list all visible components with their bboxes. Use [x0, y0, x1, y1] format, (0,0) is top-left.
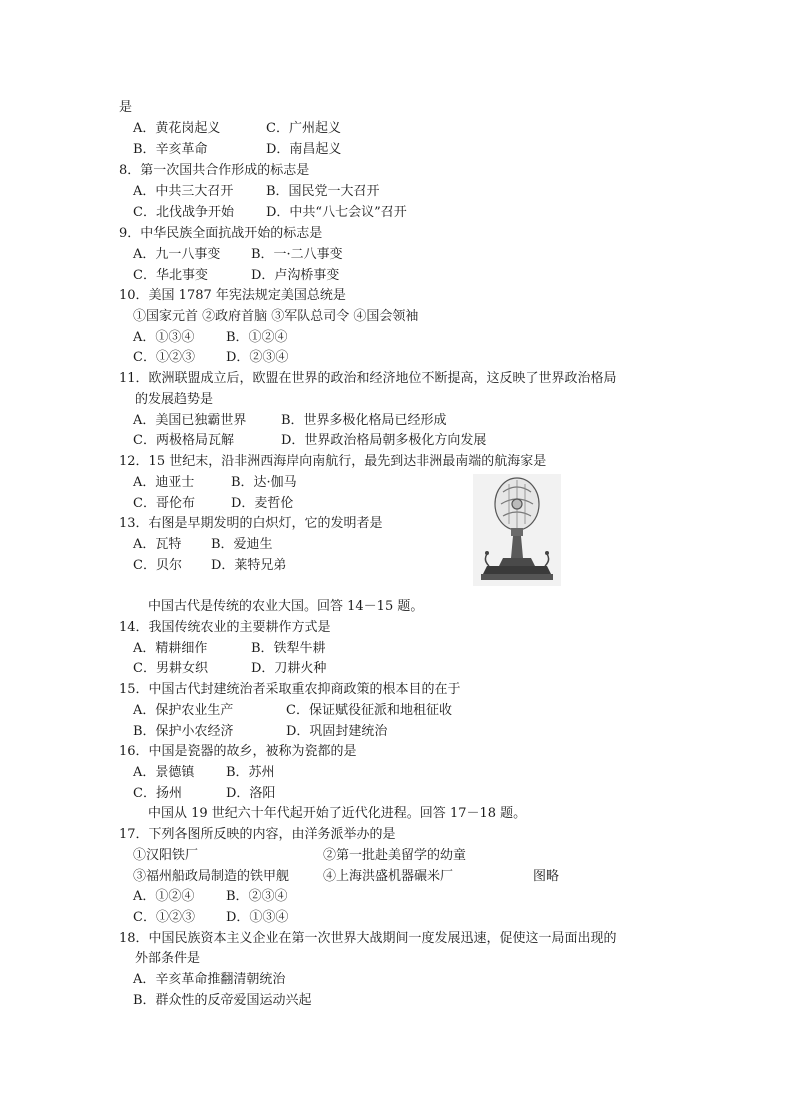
option-8b: B．国民党一大召开	[266, 184, 380, 199]
option-16d: D．洛阳	[226, 786, 276, 801]
option-10c: C．①②③	[133, 350, 195, 365]
question-17-item-4: ④上海洪盛机器碾米厂	[323, 869, 454, 884]
option-11c: C．两极格局瓦解	[133, 433, 234, 448]
option-13b: B．爱迪生	[211, 537, 273, 552]
option-16c: C．扬州	[133, 786, 182, 801]
option-11b: B．世界多极化格局已经形成	[281, 413, 447, 428]
option-9a: A．九一八事变	[133, 247, 221, 262]
option-12a: A．迪亚士	[133, 475, 195, 490]
intro-14-15: 中国古代是传统的农业大国。回答 14－15 题。	[148, 599, 424, 614]
intro-17-18: 中国从 19 世纪六十年代起开始了近代化进程。回答 17－18 题。	[148, 806, 527, 821]
option-9c: C．华北事变	[133, 268, 208, 283]
option-17a: A．①②④	[133, 889, 195, 904]
option-15b: B．保护小农经济	[133, 724, 234, 739]
incandescent-lamp-image	[473, 474, 561, 586]
option-8d: D．中共“八七会议”召开	[266, 205, 407, 220]
option-9b: B．一·二八事变	[251, 247, 343, 262]
question-14: 14．我国传统农业的主要耕作方式是	[119, 620, 331, 635]
question-8: 8．第一次国共合作形成的标志是	[119, 163, 310, 178]
option-16a: A．景德镇	[133, 765, 195, 780]
option-10a: A．①③④	[133, 330, 195, 345]
option-18b: B．群众性的反帝爱国运动兴起	[133, 993, 312, 1008]
option-17b: B．②③④	[226, 889, 288, 904]
question-17: 17．下列各图所反映的内容，由洋务派举办的是	[119, 827, 396, 842]
question-9: 9．中华民族全面抗战开始的标志是	[119, 226, 323, 241]
question-18: 18．中国民族资本主义企业在第一次世界大战期间一度发展迅速，促使这一局面出现的	[119, 931, 617, 946]
option-11a: A．美国已独霸世界	[133, 413, 247, 428]
option-14d: D．刀耕火种	[251, 661, 327, 676]
question-10-items: ①国家元首 ②政府首脑 ③军队总司令 ④国会领袖	[133, 309, 419, 324]
option-16b: B．苏州	[226, 765, 275, 780]
question-7-stem-tail: 是	[119, 100, 133, 115]
question-17-item-1: ①汉阳铁厂	[133, 848, 199, 863]
option-7a: A．黄花岗起义	[133, 121, 221, 136]
option-7c: C．广州起义	[266, 121, 341, 136]
option-9d: D．卢沟桥事变	[251, 268, 340, 283]
question-15: 15．中国古代封建统治者采取重农抑商政策的根本目的在于	[119, 682, 461, 697]
question-13: 13．右图是早期发明的白炽灯，它的发明者是	[119, 516, 383, 531]
option-13c: C．贝尔	[133, 558, 182, 573]
option-12c: C．哥伦布	[133, 496, 195, 511]
option-10b: B．①②④	[226, 330, 288, 345]
option-14c: C．男耕女织	[133, 661, 208, 676]
option-13a: A．瓦特	[133, 537, 182, 552]
option-17d: D．①③④	[226, 910, 289, 925]
option-15d: D．巩固封建统治	[286, 724, 388, 739]
question-17-item-2: ②第一批赴美留学的幼童	[323, 848, 467, 863]
option-13d: D．莱特兄弟	[211, 558, 287, 573]
option-14b: B．铁犁牛耕	[251, 641, 326, 656]
question-17-item-3: ③福州船政局制造的铁甲舰	[133, 869, 290, 884]
option-18a: A．辛亥革命推翻清朝统治	[133, 972, 286, 987]
option-15c: C．保证赋役征派和地租征收	[286, 703, 452, 718]
option-8a: A．中共三大召开	[133, 184, 234, 199]
figure-omitted-note: 图略	[533, 869, 560, 884]
option-11d: D．世界政治格局朝多极化方向发展	[281, 433, 487, 448]
option-10d: D．②③④	[226, 350, 289, 365]
question-10: 10．美国 1787 年宪法规定美国总统是	[119, 288, 346, 303]
option-17c: C．①②③	[133, 910, 195, 925]
question-11-continued: 的发展趋势是	[135, 392, 214, 407]
question-18-continued: 外部条件是	[135, 951, 201, 966]
option-7b: B．辛亥革命	[133, 142, 208, 157]
option-8c: C．北伐战争开始	[133, 205, 234, 220]
question-16: 16．中国是瓷器的故乡，被称为瓷都的是	[119, 744, 357, 759]
question-11: 11．欧洲联盟成立后，欧盟在世界的政治和经济地位不断提高，这反映了世界政治格局	[119, 371, 617, 386]
option-15a: A．保护农业生产	[133, 703, 234, 718]
option-12d: D．麦哲伦	[231, 496, 294, 511]
option-12b: B．达·伽马	[231, 475, 297, 490]
option-14a: A．精耕细作	[133, 641, 208, 656]
question-12: 12．15 世纪末，沿非洲西海岸向南航行，最先到达非洲最南端的航海家是	[119, 454, 547, 469]
option-7d: D．南昌起义	[266, 142, 342, 157]
